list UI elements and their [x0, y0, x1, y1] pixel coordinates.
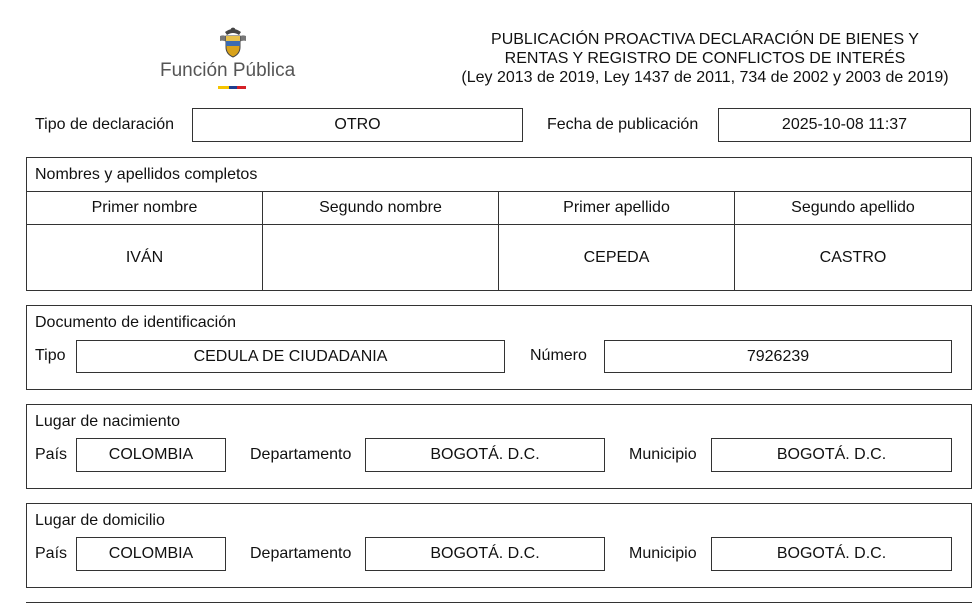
residence-country-field: COLOMBIA	[76, 537, 226, 571]
flag-stripe-blue	[229, 86, 237, 89]
publication-date-field: 2025-10-08 11:37	[718, 108, 971, 142]
residence-department-label: Departamento	[250, 545, 352, 562]
birth-country-label: País	[35, 446, 68, 463]
birth-section-label: Lugar de nacimiento	[35, 413, 180, 430]
page-title	[440, 30, 970, 87]
names-section-label: Nombres y apellidos completos	[35, 166, 258, 183]
birth-department-label: Departamento	[250, 446, 352, 463]
residence-municipality-label: Municipio	[629, 545, 697, 562]
flag-stripe-yellow	[218, 86, 229, 89]
document-type-field: CEDULA DE CIUDADANIA	[76, 340, 505, 373]
residence-country-label: País	[35, 545, 68, 562]
second-name-value	[263, 225, 498, 290]
residence-municipality-field: BOGOTÁ. D.C.	[711, 537, 952, 571]
title-line-1: PUBLICACIÓN PROACTIVA DECLARACIÓN DE BIENES Y	[491, 31, 919, 48]
title-line-2: RENTAS Y REGISTRO DE CONFLICTOS DE INTERÉS	[504, 50, 906, 67]
birth-municipality-field: BOGOTÁ. D.C.	[711, 438, 952, 472]
document-number-label: Número	[530, 347, 587, 364]
column-header-first-surname: Primer apellido	[563, 199, 670, 216]
first-name-value: IVÁN	[125, 248, 164, 266]
column-header-second-surname: Segundo apellido	[791, 199, 915, 216]
declaration-type-label: Tipo de declaración	[35, 116, 175, 133]
coat-of-arms-icon	[216, 26, 250, 60]
residence-section-label: Lugar de domicilio	[35, 512, 165, 529]
document-section-label: Documento de identificación	[35, 314, 237, 331]
next-section-border	[26, 602, 972, 603]
logo-text: Función Pública	[160, 60, 296, 81]
flag-stripe-red	[237, 86, 246, 89]
document-number-field: 7926239	[604, 340, 952, 373]
document-type-label: Tipo	[35, 347, 66, 364]
second-surname-value: CASTRO	[819, 248, 887, 266]
publication-date-label: Fecha de publicación	[547, 116, 699, 133]
first-surname-value: CEPEDA	[583, 248, 650, 266]
column-header-second-name: Segundo nombre	[319, 199, 442, 216]
title-line-3: (Ley 2013 de 2019, Ley 1437 de 2011, 734 de 2002 y 2003 de 2019)	[461, 69, 949, 86]
column-header-first-name: Primer nombre	[91, 199, 198, 216]
birth-country-field: COLOMBIA	[76, 438, 226, 472]
birth-municipality-label: Municipio	[629, 446, 697, 463]
residence-department-field: BOGOTÁ. D.C.	[365, 537, 605, 571]
birth-department-field: BOGOTÁ. D.C.	[365, 438, 605, 472]
declaration-type-field: OTRO	[192, 108, 523, 142]
